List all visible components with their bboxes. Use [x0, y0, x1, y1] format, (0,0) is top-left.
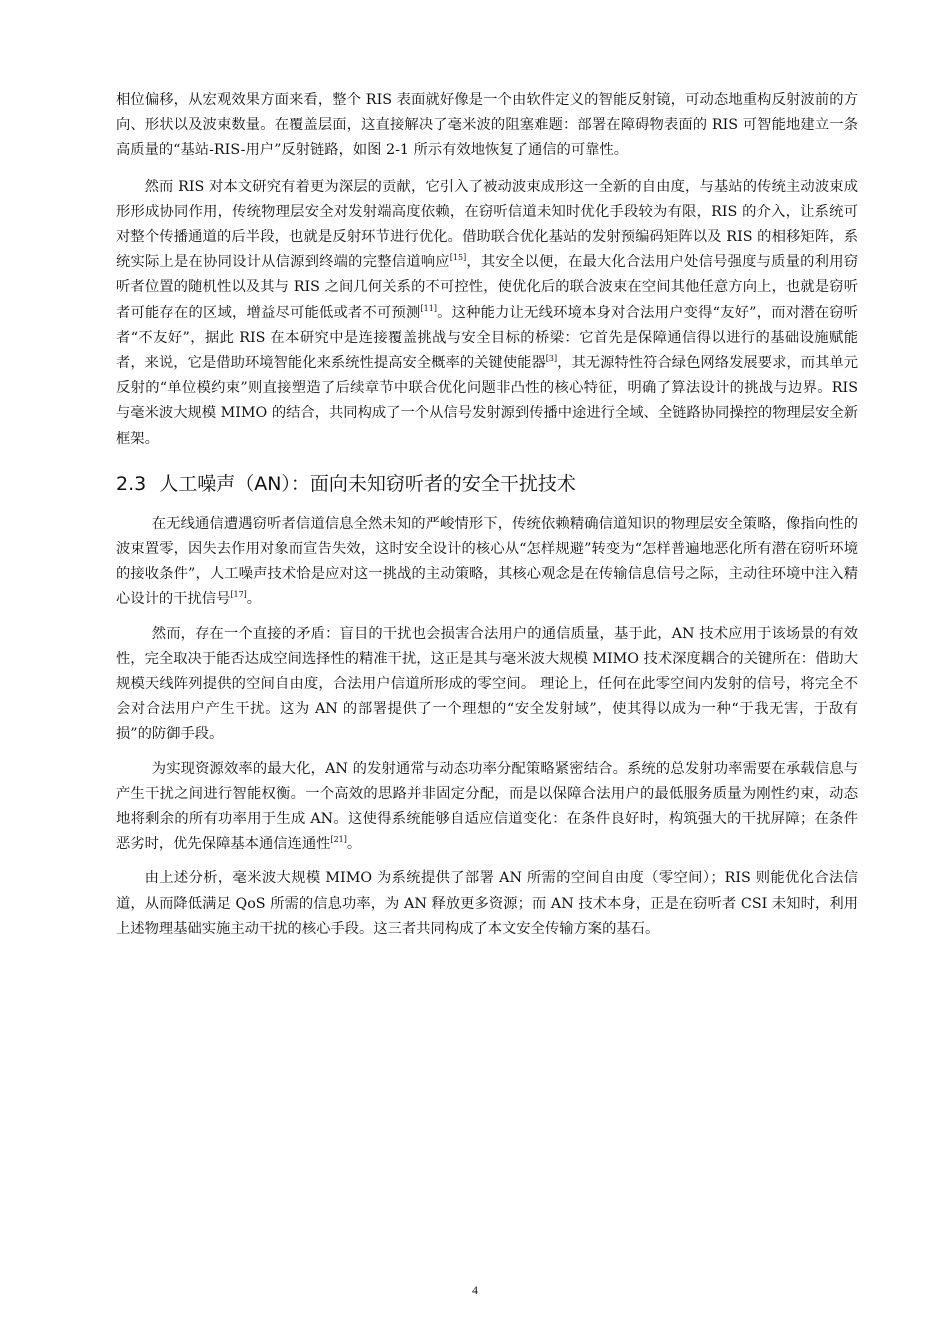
paragraph-an-intro: [116, 512, 858, 613]
paragraph-ris-continued: [116, 88, 858, 164]
paragraph-text: ，其无源特性符合绿色网络发展要求，而其单元反射的“单位模约束”则直接塑造了后续章节中联合优化问题非凸性的核心特征，明确了算法设计的挑战与边界。RIS 与毫米波大规模 MIMO 的结合，共同构成了一个从信号发射源到传播中途进行全域、全链路协同操控的物理层安全新框架。: [116, 355, 858, 447]
paragraph-text: 由上述分析，毫米波大规模 MIMO 为系统提供了部署 AN 所需的空间自由度（零空间）；RIS 则能优化合法信道，从而降低满足 QoS 所需的信息功率，为 AN 释放更多资源；而 AN 技术本身，正是在窃听者 CSI 未知时，利用上述物理基础实施主动干扰的核心手段。这三者共同构成了本文安全传输方案的基石。: [116, 870, 858, 937]
paragraph-text: 。: [246, 591, 262, 608]
paragraph-text: 为实现资源效率的最大化，AN 的发射通常与动态功率分配策略紧密结合。系统的总发射功率需要在承载信息与产生干扰之间进行智能权衡。一个高效的思路并非固定分配，而是以保障合法用户的最低服务质量为刚性约束，动态地将剩余的所有功率用于生成 AN。这使得系统能够自适应信道变化：在条件良好时，构筑强大的干扰屏障；在条件恶劣时，优先保障基本通信连通性: [116, 760, 858, 853]
citation-ref[interactable]: [11]: [420, 303, 437, 313]
paragraph-summary: [116, 866, 858, 942]
paragraph-text: ，其安全以便，在最大化合法用户处信号强度与质量的利用窃听者位置的随机性以及其与 RIS 之间几何关系的不可控性，使优化后的联合波束在空间其他任意方向上，也就是窃听者可能存在的区域，增益尽可能低或者不可预测: [116, 254, 858, 321]
paragraph-text: 然而，存在一个直接的矛盾：盲目的干扰也会损害合法用户的通信质量，基于此，AN 技术应用于该场景的有效性，完全取决于能否达成空间选择性的精准干扰，这正是其与毫米波大规模 MIMO 技术深度耦合的关键所在：借助大规模天线阵列提供的空间自由度，合法用户信道所形成的零空间。 理论上，任何在此零空间内发射的信号，将完全不会对合法用户产生干扰。这为 AN 的部署提供了一个理想的“安全发射域”，使其得以成为一种“于我无害，于敌有损”的防御手段。: [116, 625, 858, 743]
citation-ref[interactable]: [17]: [230, 590, 247, 600]
paragraph-text: 在无线通信遭遇窃听者信道信息全然未知的严峻情形下，传统依赖精确信道知识的物理层安全策略，像指向性的波束置零，因失去作用对象而宣告失效，这时安全设计的核心从“怎样规避”转变为“怎样普遍地恶化所有潜在窃听环境的接收条件”，人工噪声技术恰是应对这一挑战的主动策略，其核心观念是在传输信息信号之际，主动往环境中注入精心设计的干扰信号: [116, 515, 858, 608]
section-number: 2.3: [116, 472, 147, 495]
section-heading: [116, 469, 858, 499]
paragraph-an-contradiction: [116, 622, 858, 748]
paragraph-text: 。: [346, 836, 362, 853]
paragraph-text: 。这种能力让无线环境本身对合法用户变得“友好”，而对潜在窃听者“不友好”，据此 RIS 在本研究中是连接覆盖挑战与安全目标的桥梁：它首先是保障通信得以进行的基础设施赋能者，来说，它是借助环境智能化来系统性提高安全概率的关键使能器: [116, 304, 859, 372]
paragraph-text: 然而 RIS 对本文研究有着更为深层的贡献，它引入了被动波束成形这一全新的自由度，与基站的传统主动波束成形形成协同作用，传统物理层安全对发射端高度依赖，在窃听信道未知时优化手段较为有限，RIS 的介入，让系统可对整个传播通道的后半段，也就是反射环节进行优化。借助联合优化基站的发射预编码矩阵以及 RIS 的相移矩阵，系统实际上是在协同设计从信源到终端的完整信道响应: [116, 178, 858, 271]
citation-ref[interactable]: [3]: [545, 354, 558, 364]
citation-ref[interactable]: [15]: [449, 253, 467, 263]
paragraph-an-power: [116, 757, 858, 858]
page-number: 4: [472, 1283, 478, 1297]
paragraph-text: 相位偏移，从宏观效果方面来看，整个 RIS 表面就好像是一个由软件定义的智能反射镜，可动态地重构反射波前的方向、形状以及波束数量。在覆盖层面，这直接解决了毫米波的阻塞难题：部署在障碍物表面的 RIS 可智能地建立一条高质量的“基站-RIS-用户”反射链路，如图 2-1 所示有效地恢复了通信的可靠性。: [116, 92, 858, 159]
section-title: 人工噪声（AN）：面向未知窃听者的安全干扰技术: [159, 472, 576, 495]
paragraph-ris-contribution: [116, 175, 858, 452]
citation-ref[interactable]: [21]: [330, 835, 347, 845]
page-body: [116, 88, 858, 942]
